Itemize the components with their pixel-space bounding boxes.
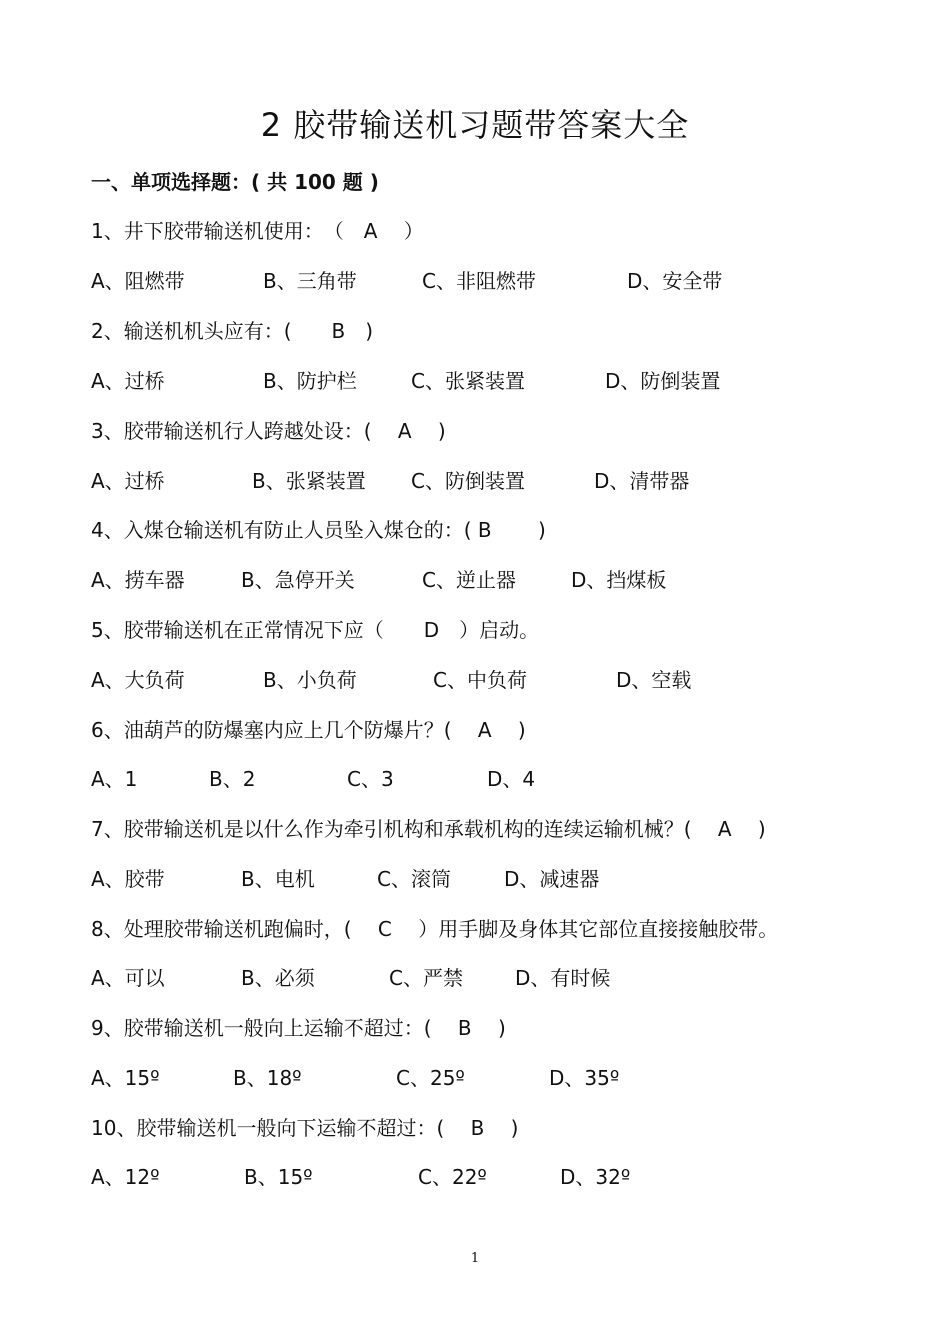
question-4-option-b: B、急停开关	[241, 568, 355, 592]
question-6-option-c: C、3	[347, 767, 394, 791]
question-7-option-d: D、减速器	[504, 867, 600, 891]
document-title: 2 胶带输送机习题带答案大全	[260, 106, 690, 144]
question-5-option-a: A、大负荷	[91, 668, 185, 692]
section-title: 一、单项选择题：( 共 100 题 )	[91, 170, 379, 194]
question-2-option-b: B、防护栏	[263, 369, 357, 393]
question-3-stem: 3、胶带输送机行人跨越处设：( A )	[91, 419, 446, 443]
question-5-stem: 5、胶带输送机在正常情况下应（ D ）启动。	[91, 618, 540, 642]
question-3-option-c: C、防倒装置	[411, 469, 525, 493]
question-1-option-c: C、非阻燃带	[422, 269, 536, 293]
question-1-stem: 1、井下胶带输送机使用： （ A ）	[91, 219, 424, 243]
question-1-options	[91, 265, 851, 297]
question-6-options	[91, 763, 851, 795]
question-10-stem: 10、胶带输送机一般向下运输不超过：( B )	[91, 1116, 519, 1140]
question-4-option-c: C、逆止器	[422, 568, 516, 592]
question-4-options	[91, 564, 851, 596]
question-4-stem: 4、入煤仓输送机有防止人员坠入煤仓的：( B )	[91, 518, 546, 542]
question-3-option-d: D、清带器	[594, 469, 690, 493]
question-1-option-a: A、阻燃带	[91, 269, 185, 293]
question-5-option-c: C、中负荷	[433, 668, 527, 692]
question-8-option-b: B、必须	[241, 966, 315, 990]
question-9-option-c: C、25º	[396, 1066, 465, 1090]
question-7-stem: 7、胶带输送机是以什么作为牵引机构和承载机构的连续运输机械？( A )	[91, 817, 766, 841]
question-10-option-d: D、32º	[560, 1165, 631, 1189]
question-5-options	[91, 664, 851, 696]
question-7-option-c: C、滚筒	[377, 867, 451, 891]
question-2-option-d: D、防倒装置	[605, 369, 721, 393]
question-9-option-d: D、35º	[549, 1066, 620, 1090]
question-9-option-b: B、18º	[233, 1066, 302, 1090]
question-7-option-a: A、胶带	[91, 867, 165, 891]
question-1-option-d: D、安全带	[627, 269, 723, 293]
question-8-options	[91, 962, 851, 994]
question-8-option-d: D、有时候	[515, 966, 611, 990]
question-3-option-a: A、过桥	[91, 469, 165, 493]
question-8-option-a: A、可以	[91, 966, 165, 990]
question-3-options	[91, 465, 851, 497]
question-2-option-a: A、过桥	[91, 369, 165, 393]
question-6-option-b: B、2	[209, 767, 256, 791]
question-2-option-c: C、张紧装置	[411, 369, 525, 393]
question-3-option-b: B、张紧装置	[252, 469, 366, 493]
question-4-option-d: D、挡煤板	[571, 568, 667, 592]
question-2-stem: 2、输送机机头应有：( B )	[91, 319, 374, 343]
question-1-option-b: B、三角带	[263, 269, 357, 293]
question-9-option-a: A、15º	[91, 1066, 160, 1090]
page-number: 1	[470, 1251, 480, 1266]
question-2-options	[91, 365, 851, 397]
question-10-options	[91, 1161, 851, 1193]
question-9-stem: 9、胶带输送机一般向上运输不超过：( B )	[91, 1016, 506, 1040]
question-7-options	[91, 863, 851, 895]
question-6-option-d: D、4	[487, 767, 536, 791]
question-4-option-a: A、捞车器	[91, 568, 185, 592]
question-10-option-b: B、15º	[244, 1165, 313, 1189]
question-9-options	[91, 1062, 851, 1094]
question-10-option-a: A、12º	[91, 1165, 160, 1189]
question-10-option-c: C、22º	[418, 1165, 487, 1189]
question-8-option-c: C、严禁	[389, 966, 463, 990]
question-7-option-b: B、电机	[241, 867, 315, 891]
question-5-option-d: D、空载	[616, 668, 692, 692]
question-8-stem: 8、处理胶带输送机跑偏时，( C ）用手脚及身体其它部位直接接触胶带。	[91, 917, 779, 941]
question-5-option-b: B、小负荷	[263, 668, 357, 692]
question-6-stem: 6、油葫芦的防爆塞内应上几个防爆片？( A )	[91, 718, 526, 742]
question-6-option-a: A、1	[91, 767, 138, 791]
